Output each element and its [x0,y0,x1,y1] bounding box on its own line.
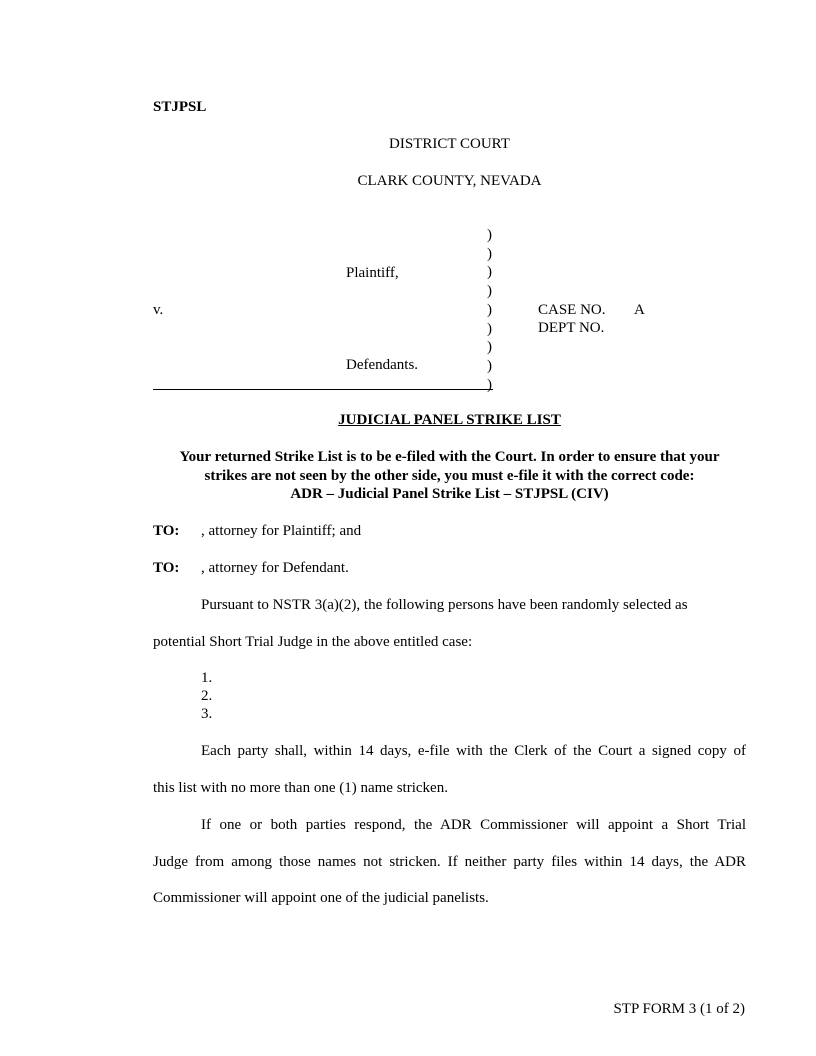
paragraph-line: If one or both parties respond, the ADR Commissioner will appoint a Short Trial [201,817,746,833]
list-item: 3. [201,706,213,722]
caption-paren: ) [487,357,492,374]
caption-paren: ) [487,283,492,300]
caption-paren: ) [487,376,492,393]
caption-divider [153,389,493,390]
efile-notice [153,448,746,504]
paragraph-line: Pursuant to NSTR 3(a)(2), the following persons have been randomly selected as [201,597,688,613]
paragraph-line: this list with no more than one (1) name stricken. [153,780,448,796]
paragraph-line: Each party shall, within 14 days, e-file with the Clerk of the Court a signed copy of [201,743,746,759]
recipient-defendant: , attorney for Defendant. [201,560,349,576]
recipient-plaintiff: , attorney for Plaintiff; and [201,523,362,539]
case-no-value: A [634,302,645,318]
plaintiff-label: Plaintiff, [346,265,399,281]
form-code: STJPSL [153,99,207,115]
paragraph-line: Judge from among those names not stricken. If neither party files within 14 days, the ADR [153,854,746,870]
caption-paren: ) [487,301,492,318]
versus-label: v. [153,302,164,318]
paragraph-line: potential Short Trial Judge in the above entitled case: [153,634,473,650]
caption-paren: ) [487,320,492,337]
caption-paren: ) [487,227,492,243]
page-footer: STP FORM 3 (1 of 2) [613,1001,745,1017]
dept-no-label: DEPT NO. [538,320,605,336]
list-item: 2. [201,688,213,704]
list-item: 1. [201,670,213,686]
county-name: CLARK COUNTY, NEVADA [357,173,542,189]
paragraph-line: Commissioner will appoint one of the judicial panelists. [153,890,489,906]
caption-paren: ) [487,264,492,281]
document-title: JUDICIAL PANEL STRIKE LIST [338,412,561,428]
recipient-label: TO: [153,523,180,539]
case-no-label: CASE NO. [538,302,606,318]
caption-paren: ) [487,245,492,262]
notice-line: ADR – Judicial Panel Strike List – STJPSL (CIV) [290,486,609,502]
court-name: DISTRICT COURT [389,136,510,152]
caption-paren: ) [487,339,492,356]
recipient-label: TO: [153,560,180,576]
notice-line: Your returned Strike List is to be e-filed with the Court. In order to ensure that your [179,449,720,465]
notice-line: strikes are not seen by the other side, you must e-file it with the correct code: [204,467,695,484]
defendants-label: Defendants. [346,357,419,373]
